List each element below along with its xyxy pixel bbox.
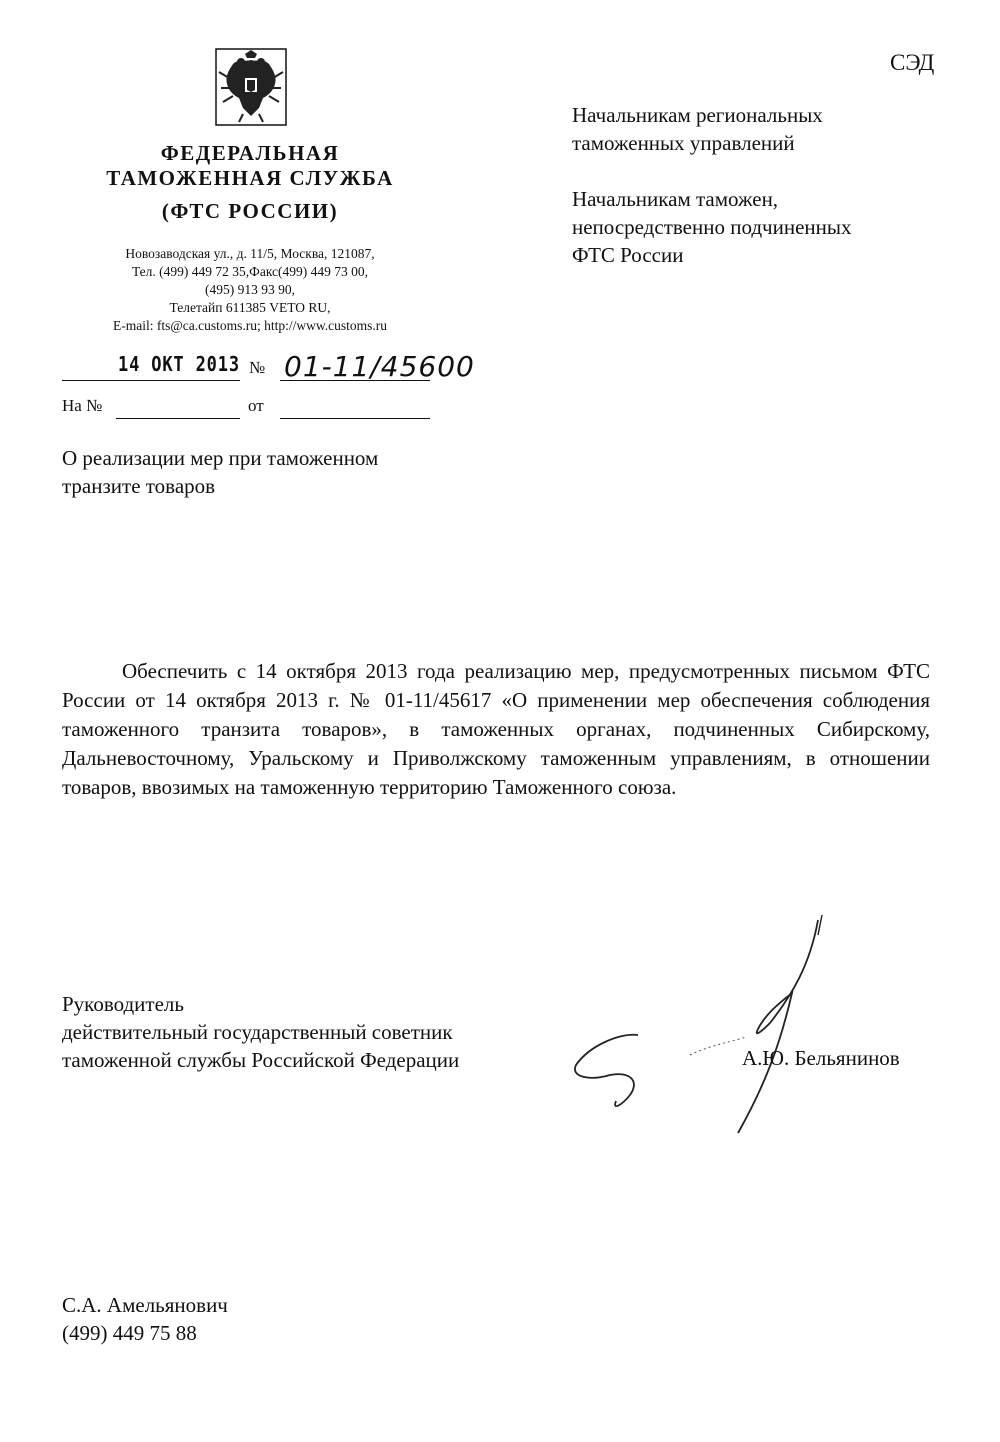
- address-line: E-mail: fts@ca.customs.ru; http://www.customs.ru: [112, 318, 388, 333]
- letter-subject: [62, 444, 482, 500]
- executor-name: С.А. Амельянович: [62, 1293, 228, 1317]
- executor-info: [62, 1291, 228, 1347]
- registration-date: 14 ОКТ 2013: [118, 352, 240, 376]
- address-line: Новозаводская ул., д. 11/5, Москва, 121087,: [125, 246, 375, 261]
- addressee-customs: [572, 185, 952, 269]
- sender-address: [60, 245, 440, 335]
- signer-position: [62, 990, 542, 1074]
- addressee-line: непосредственно подчиненных: [572, 215, 852, 239]
- signer-line: Руководитель: [62, 992, 184, 1016]
- executor-phone: (499) 449 75 88: [62, 1321, 197, 1345]
- reply-number-underline: [116, 418, 240, 419]
- letter-body: Обеспечить с 14 октября 2013 года реализацию мер, предусмотренных письмом ФТС России от 14 октября 2013 г. № 01-11/45617 «О применении мер обеспечения соблюдения таможенного транзита товаров», в таможенных органах, подчиненных Сибирскому, Дальневосточному, Уральскому и Приволжскому таможенным управлениям, в отношении товаров, ввозимых на таможенную территорию Таможенного союза.: [62, 659, 930, 799]
- handwritten-signature-icon: [560, 905, 860, 1135]
- reply-date-underline: [280, 418, 430, 419]
- addressee-line: таможенных управлений: [572, 131, 795, 155]
- reply-from-label: от: [248, 396, 264, 415]
- org-name-line1: ФЕДЕРАЛЬНАЯ: [160, 141, 340, 165]
- signer-name: А.Ю. Бельянинов: [742, 1046, 900, 1070]
- subject-line: транзите товаров: [62, 474, 216, 498]
- coat-of-arms-icon: [215, 48, 287, 126]
- org-short-name: (ФТС РОССИИ): [161, 199, 339, 223]
- signer-line: действительный государственный советник: [62, 1020, 453, 1044]
- addressee-regional: [572, 101, 952, 157]
- address-line: Телетайп 611385 VETO RU,: [169, 300, 331, 315]
- subject-line: О реализации мер при таможенном: [62, 446, 379, 470]
- reply-to-label: На №: [62, 396, 103, 415]
- signer-line: таможенной службы Российской Федерации: [62, 1048, 460, 1072]
- number-sign: №: [249, 358, 266, 377]
- addressee-line: Начальникам таможен,: [572, 187, 779, 211]
- addressee-line: Начальникам региональных: [572, 103, 823, 127]
- address-line: Тел. (499) 449 72 35,Факс(499) 449 73 00,: [131, 264, 369, 279]
- address-line: (495) 913 93 90,: [205, 282, 295, 297]
- date-underline: [62, 380, 240, 381]
- registration-number: 01-11/45600: [284, 350, 475, 383]
- corner-mark: СЭД: [890, 50, 935, 75]
- addressee-line: ФТС России: [572, 243, 684, 267]
- org-name-line2: ТАМОЖЕННАЯ СЛУЖБА: [106, 166, 394, 190]
